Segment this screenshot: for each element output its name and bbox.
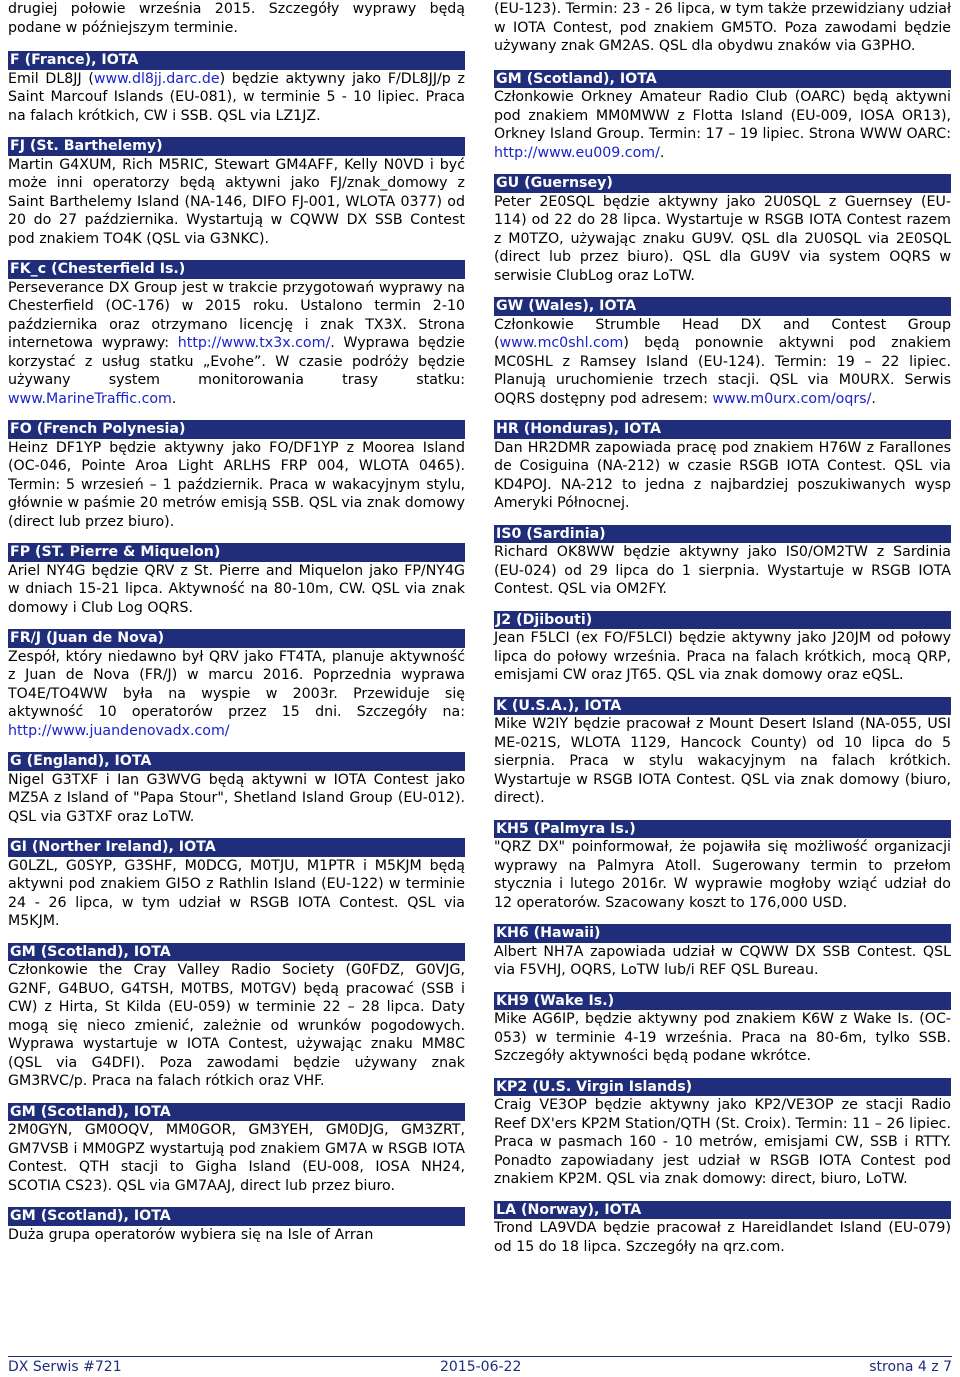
article-text: Mike W2IY będzie pracował z Mount Desert Island (NA-055, USI ME-021S, WLOTA 1129, Hancock County) od 10 lipca do 5 sierpnia. Praca w stylu wakacyjnym na falach krótkich. Wystartuje w RSGB IOTA Contest. QSL via znak domowy (biuro, direct). xyxy=(494,716,951,806)
article-text: Craig VE3OP będzie aktywny jako KP2/VE3OP ze stacji Radio Reef DX'ers KP2M Station/QTH (St. Croix). Termin: 11 – 26 lipiec. Praca w pasmach 160 - 10 metrów, emisjami CW, SSB i RTTY. Ponadto zapowiadany jest udział w RSGB IOTA Contest pod znakiem KP2M. QSL via znak domowy: direct, biuro, LoTW. xyxy=(494,1097,951,1187)
page-footer xyxy=(8,1356,952,1375)
dx-entry xyxy=(494,697,951,808)
footer-date: 2015-06-22 xyxy=(440,1359,522,1375)
entry-heading: KH6 (Hawaii) xyxy=(494,924,951,943)
entry-heading: F (France), IOTA xyxy=(8,51,465,70)
dx-entry xyxy=(494,820,951,913)
article-link[interactable]: www.mc0shl.com xyxy=(499,335,624,351)
dx-entry xyxy=(8,838,465,931)
entry-heading: FK_c (Chesterfield Is.) xyxy=(8,260,465,279)
dx-entry xyxy=(8,1103,465,1196)
dx-entry xyxy=(8,543,465,617)
dx-entry xyxy=(494,297,951,408)
entry-body xyxy=(494,88,951,162)
article-text: Albert NH7A zapowiada udział w CQWW DX SSB Contest. QSL via F5VHJ, OQRS, LoTW lub/i REF QSL Bureau. xyxy=(494,943,951,978)
dx-entry xyxy=(494,992,951,1066)
entry-body xyxy=(8,961,465,1091)
article-text: Emil DL8JJ ( xyxy=(8,70,94,87)
left-column xyxy=(8,0,465,1256)
article-text: Heinz DF1YP będzie aktywny jako FO/DF1YP z Moorea Island (OC-046, Pointe Aroa Light ARLHS FRP 004, WLOTA 0465). Termin: 5 wrzesień – 1 październik. Praca w wakacyjnym stylu, głównie w paśmie 20 metrów emisją SSB. QSL via znak domowy (direct lub przez biuro). xyxy=(8,439,465,530)
article-text: Dan HR2DMR zapowiada pracę pod znakiem H76W z Farallones de Cosiguina (NA-212) w czasie RSGB IOTA Contest. QSL via KD4POJ. NA-212 to jedna z najbardziej poszukiwanych wysp Ameryki Północnej. xyxy=(494,439,951,511)
article-text: Richard OK8WW będzie aktywny jako IS0/OM2TW z Sardinia (EU-024) od 29 lipca do 1 sierpnia. Wystartuje w RSGB IOTA Contest. QSL via OM2FY. xyxy=(494,544,951,597)
entry-heading: GU (Guernsey) xyxy=(494,174,951,193)
entry-heading: G (England), IOTA xyxy=(8,752,465,771)
entry-body xyxy=(8,857,465,931)
dx-entry xyxy=(8,260,465,408)
entry-heading: GM (Scotland), IOTA xyxy=(8,1207,465,1226)
entry-heading: IS0 (Sardinia) xyxy=(494,525,951,544)
article-text: Członkowie the Cray Valley Radio Society (G0FDZ, G0VJG, G2NF, G4BUO, G4TSH, M0TBS, M0TGV) będą pracować (SSB i CW) z Hirta, St Kilda (EU-059) w terminie 22 – 28 lipca. Daty mogą się nieco zmienić, zależnie od wrunków pogodowych. Wyprawa wystartuje w IOTA Contest, używając znaku MM8C (QSL via G4DFI). Poza zawodami będzie używany znak GM3RVC/p. Praca na falach rótkich oraz VHF. xyxy=(8,962,465,1089)
entry-heading: KH5 (Palmyra Is.) xyxy=(494,820,951,839)
dx-entry xyxy=(8,1207,465,1244)
article-link[interactable]: www.m0urx.com/oqrs/ xyxy=(712,390,872,407)
dx-entry xyxy=(494,1078,951,1189)
dx-entry xyxy=(494,420,951,513)
entry-body xyxy=(494,943,951,980)
entry-body xyxy=(494,193,951,286)
entry-body xyxy=(8,1121,465,1195)
article-link[interactable]: http://www.juandenovadx.com/ xyxy=(8,722,230,739)
entry-heading: GM (Scotland), IOTA xyxy=(8,943,465,962)
article-text: Trond LA9VDA będzie pracował z Hareidlandet Island (EU-079) od 15 do 18 lipca. Szczegóły na qrz.com. xyxy=(494,1220,951,1255)
entry-heading: FP (ST. Pierre & Miquelon) xyxy=(8,543,465,562)
entry-heading: HR (Honduras), IOTA xyxy=(494,420,951,439)
dx-entry xyxy=(8,629,465,740)
article-text: Członkowie Orkney Amateur Radio Club (OARC) będą aktywni pod znakiem MM0MWW z Flotta Island (EU-009, IOSA OR13), Orkney Island Group. Termin: 17 – 19 lipiec. Strona WWW OARC: xyxy=(494,89,951,142)
article-text: ) będzie aktywny jako F/DL8JJ/p z Saint Marcouf Islands (EU-081), w terminie 5 - 10 lipiec. Praca na falach krótkich, CW i SSB. QSL via LZ1JZ. xyxy=(8,70,465,124)
article-text: . Wyprawa będzie korzystać z usług statku „Evohe”. W czasie podróży będzie używany system monitorowania trasy statku: xyxy=(8,335,465,388)
dx-entry xyxy=(8,137,465,248)
right-column xyxy=(494,0,951,1268)
article-text: Mike AG6IP, będzie aktywny pod znakiem K6W z Wake Is. (OC-053) w terminie 4-19 września. Praca na 80-6m, tylko SSB. Szczegóły aktywności będą podane wkrótce. xyxy=(494,1011,951,1064)
entry-heading: GW (Wales), IOTA xyxy=(494,297,951,316)
article-text: Peter 2E0SQL będzie aktywny jako 2U0SQL z Guernsey (EU-114) od 22 do 28 lipca. Wystartuje w RSGB IOTA Contest razem z M0TZO, używając znaku GU9V. QSL dla 2U0SQL via 2E0SQL (direct lub przez biuro). QSL dla GU9V via system OQRS w serwisie ClubLog oraz LoTW. xyxy=(494,193,951,284)
right-sections xyxy=(494,70,951,1257)
article-text: . xyxy=(171,390,177,407)
article-text: Jean F5LCI (ex FO/F5LCI) będzie aktywny jako J20JM od połowy lipca do połowy września. Praca na falach krótkich, mocą QRP, emisjami CW oraz JT65. QSL via znak domowy oraz eQSL. xyxy=(494,630,951,683)
article-text: 2M0GYN, GM0OQV, MM0GOR, GM3YEH, GM0DJG, GM3ZRT, GM7VSB i MM0GPZ wystartują pod znakiem GM7A w RSGB IOTA Contest. QTH stacji to Gigha Island (EU-008, IOSA NH24, SCOTIA CS23). QSL via GM7AAJ, direct lub przez biuro. xyxy=(8,1122,465,1194)
footer-page-number: strona 4 z 7 xyxy=(869,1359,952,1375)
article-text: Zespół, który niedawno był QRV jako FT4TA, planuje aktywność z Juan de Nova (FR/J) w marcu 2016. Poprzednia wyprawa TO4E/TO4WW była na wyspie w 2003r. Przewiduje się aktywność 10 operatorów przez 15 dni. Szczegóły na: xyxy=(8,648,465,720)
dx-entry xyxy=(8,943,465,1091)
entry-heading: LA (Norway), IOTA xyxy=(494,1201,951,1220)
right-intro xyxy=(494,0,951,56)
entry-heading: KH9 (Wake Is.) xyxy=(494,992,951,1011)
entry-body xyxy=(8,156,465,249)
article-text: Ariel NY4G będzie QRV z St. Pierre and Miquelon jako FP/NY4G w dniach 15-21 lipca. Aktywność na 80-10m, CW. QSL via znak domowy i Club Log OQRS. xyxy=(8,562,465,616)
dx-entry xyxy=(494,924,951,980)
entry-heading: GM (Scotland), IOTA xyxy=(494,70,951,89)
entry-body xyxy=(494,629,951,685)
article-link[interactable]: http://www.tx3x.com/ xyxy=(177,335,331,351)
left-sections xyxy=(8,51,465,1244)
entry-body xyxy=(494,1096,951,1189)
entry-body xyxy=(8,648,465,741)
entry-body xyxy=(8,279,465,409)
entry-body xyxy=(494,1219,951,1256)
dx-entry xyxy=(494,174,951,285)
entry-heading: FO (French Polynesia) xyxy=(8,420,465,439)
footer-issue: DX Serwis #721 xyxy=(8,1359,122,1375)
entry-body xyxy=(8,439,465,532)
article-text: "QRZ DX" poinformował, że pojawiła się możliwość organizacji wyprawy na Palmyra Atoll. Sugerowany termin to przełom stycznia i lutego 2016r. W wyprawie mogłoby wziąć udział do 12 operatorów. Szacowany koszt to 176,000 USD. xyxy=(494,839,951,911)
entry-heading: KP2 (U.S. Virgin Islands) xyxy=(494,1078,951,1097)
article-text: Członkowie Strumble Head DX and Contest Group ( xyxy=(494,316,951,351)
entry-heading: K (U.S.A.), IOTA xyxy=(494,697,951,716)
article-link[interactable]: http://www.eu009.com/ xyxy=(494,144,660,161)
article-text: ) będą ponownie aktywni pod znakiem MC0SHL z Ramsey Island (EU-124). Termin: 19 – 22 lipiec. Planują uruchomienie trzech stacji. QSL via M0URX. Serwis OQRS dostępny pod adresem: xyxy=(494,335,951,407)
article-link[interactable]: www.MarineTraffic.com xyxy=(8,390,172,407)
article-text: G0LZL, G0SYP, G3SHF, M0DCG, M0TJU, M1PTR i M5KJM będą aktywni pod znakiem GI5O z Rathlin Island (EU-122) w terminie 24 - 26 lipca, w tym udział w RSGB IOTA Contest. QSL via M5KJM. xyxy=(8,857,465,929)
entry-body xyxy=(494,543,951,599)
entry-heading: GM (Scotland), IOTA xyxy=(8,1103,465,1122)
entry-body xyxy=(8,771,465,827)
entry-body xyxy=(494,838,951,912)
article-text: . xyxy=(659,144,665,161)
article-text: Duża grupa operatorów wybiera się na Isle of Arran xyxy=(8,1226,374,1243)
entry-body xyxy=(494,316,951,409)
entry-heading: FJ (St. Barthelemy) xyxy=(8,137,465,156)
entry-body xyxy=(494,715,951,808)
dx-entry xyxy=(8,752,465,826)
dx-entry xyxy=(494,611,951,685)
entry-heading: J2 (Djibouti) xyxy=(494,611,951,630)
entry-heading: GI (Norther Ireland), IOTA xyxy=(8,838,465,857)
article-link[interactable]: www.dl8jj.darc.de xyxy=(93,70,220,87)
dx-entry xyxy=(494,1201,951,1257)
article-text: Martin G4XUM, Rich M5RIC, Stewart GM4AFF, Kelly N0VD i być może inni operatorzy będą aktywni jako FJ/znak_domowy z Saint Barthelemy Island (NA-146, DIFO FJ-001, WLOTA 0377) od 20 do 27 października. Wystartują w CQWW DX SSB Contest pod znakiem TO4K (QSL via G3NKC). xyxy=(8,156,465,247)
article-text: (EU-123). Termin: 23 - 26 lipca, w tym także przewidziany udział w IOTA Contest, pod znakiem GM5TO. Poza zawodami będzie używany znak GM2AS. QSL dla obydwu znaków via G3PHO. xyxy=(494,1,951,54)
entry-body xyxy=(494,1010,951,1066)
entry-body xyxy=(8,1226,465,1245)
article-text: Nigel G3TXF i Ian G3WVG będą aktywni w IOTA Contest jako MZ5A z Island of "Papa Stour", Shetland Island Group (EU-012). QSL via G3TXF oraz LoTW. xyxy=(8,771,465,825)
dx-entry xyxy=(8,420,465,531)
article-text: . xyxy=(871,390,876,407)
dx-entry xyxy=(8,51,465,125)
article-text: Perseverance DX Group jest w trakcie przygotowań wyprawy na Chesterfield (OC-176) w 2015 roku. Ustalono termin 2-10 października oraz otrzymano licencję i znak TX3X. Strona internetowa wyprawy: xyxy=(8,279,465,351)
dx-entry xyxy=(494,525,951,599)
dx-entry xyxy=(494,70,951,163)
entry-body xyxy=(494,439,951,513)
left-intro: drugiej połowie września 2015. Szczegóły wyprawy będą podane w późniejszym terminie. xyxy=(8,1,465,36)
entry-body xyxy=(8,70,465,126)
entry-body xyxy=(8,562,465,618)
entry-heading: FR/J (Juan de Nova) xyxy=(8,629,465,648)
